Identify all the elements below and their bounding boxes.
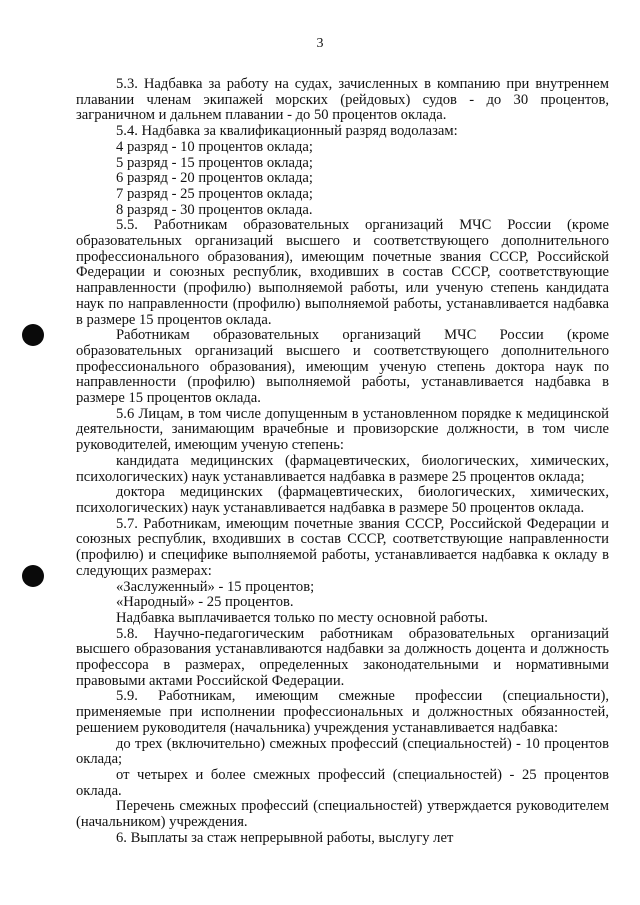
paragraph-5-9: 5.9. Работникам, имеющим смежные профессии (специальности), применяемые при исполнении профессиональных и должностных обязанностей, решением руководителя (начальника) учреждения устанавливается надбавка: [76, 688, 609, 736]
list-item-grade-7: 7 разряд - 25 процентов оклада; [116, 185, 313, 202]
binder-hole-bottom [22, 565, 44, 587]
paragraph-5-9-list-approval: Перечень смежных профессий (специальностей) утверждается руководителем (начальником) учреждения. [76, 798, 609, 831]
paragraph-5-4: 5.4. Надбавка за квалификационный разряд водолазам: [116, 123, 458, 140]
list-item-peoples: «Народный» - 25 процентов. [116, 594, 294, 611]
list-item-honored: «Заслуженный» - 15 процентов; [116, 578, 315, 595]
page-number: 3 [316, 36, 324, 51]
paragraph-5-3: 5.3. Надбавка за работу на судах, зачисленных в компанию при внутреннем плавании членам экипажей морских (рейдовых) судов - до 30 процентов, заграничном и дальнем плавании - до 50 процентов оклада. [76, 76, 609, 124]
list-item-grade-5: 5 разряд - 15 процентов оклада; [116, 154, 313, 171]
paragraph-5-6-candidate: кандидата медицинских (фармацевтических, биологических, химических, психологических) наук устанавливается надбавка в размере 25 процентов оклада; [76, 452, 609, 485]
paragraph-5-9-up-to-three: до трех (включительно) смежных профессий (специальностей) - 10 процентов оклада; [76, 735, 609, 768]
paragraph-5-6-doctor: доктора медицинских (фармацевтических, биологических, химических, психологических) наук устанавливается надбавка в размере 50 процентов оклада. [76, 484, 609, 516]
paragraph-5-6: 5.6 Лицам, в том числе допущенным в установленном порядке к медицинской деятельности, занимающим врачебные и провизорские должности, в том числе руководителей, имеющим ученую степень: [76, 405, 609, 454]
paragraph-5-5-continued: Работникам образовательных организаций МЧС России (кроме образовательных организаций высшего и соответствующего дополнительного профессионального образования), имеющим ученую степень доктора наук по направленности (профилю) выполняемой работы, устанавливается надбавка в размере 15 процентов оклада. [76, 327, 609, 407]
binder-hole-top [22, 324, 44, 346]
list-item-grade-6: 6 разряд - 20 процентов оклада; [116, 170, 313, 187]
section-6-heading: 6. Выплаты за стаж непрерывной работы, выслугу лет [116, 829, 454, 846]
paragraph-5-7: 5.7. Работникам, имеющим почетные звания СССР, Российской Федерации и союзных республик, входивших в состав СССР, соответствующие направленности (профилю) и специфике выполняемой работы, устанавливается надбавка к окладу в следующих размерах: [76, 515, 609, 579]
paragraph-5-7-note: Надбавка выплачивается только по месту основной работы. [116, 609, 488, 626]
document-body [76, 77, 609, 846]
list-item-grade-8: 8 разряд - 30 процентов оклада. [116, 201, 313, 218]
paragraph-5-9-four-or-more: от четырех и более смежных профессий (специальностей) - 25 процентов оклада. [76, 766, 609, 799]
paragraph-5-5: 5.5. Работникам образовательных организаций МЧС России (кроме образовательных организаций высшего и соответствующего дополнительного профессионального образования), имеющим почетные звания СССР, Российской Федерации и союзных республик, входивших в состав СССР, соответствующие направленности (профилю) выполняемой работы, или ученую степень кандидата наук по направленности (профилю) выполняемой работы, устанавливается надбавка в размере 15 процентов оклада. [76, 217, 609, 328]
list-item-grade-4: 4 разряд - 10 процентов оклада; [116, 138, 313, 155]
paragraph-5-8: 5.8. Научно-педагогическим работникам образовательных организаций высшего образования устанавливаются надбавки за должность доцента и должность профессора в размерах, определенных законодательными и нормативными правовыми актами Российской Федерации. [76, 625, 609, 689]
